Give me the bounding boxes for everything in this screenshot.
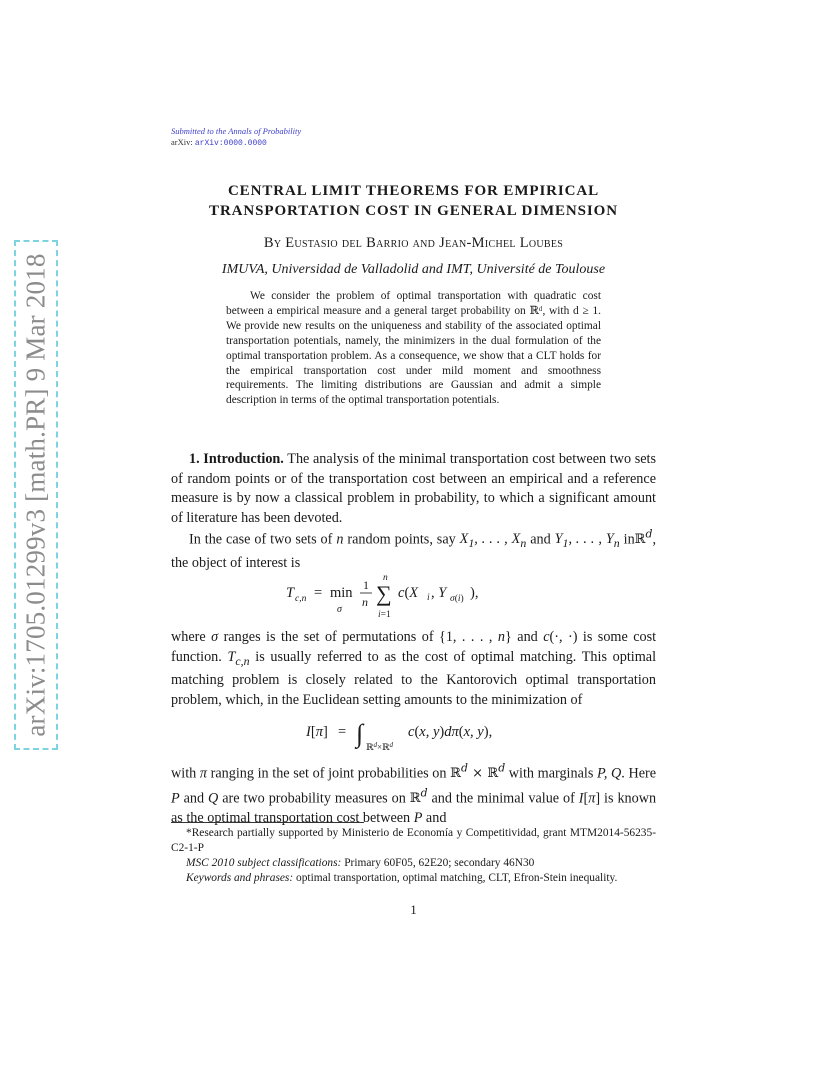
footnote-keywords bbox=[171, 871, 656, 886]
para4-text-i: and bbox=[425, 809, 447, 826]
footnote-msc bbox=[171, 856, 656, 871]
para4-text-d: . Here bbox=[621, 765, 657, 782]
msc-text: Primary 60F05, 62E20; secondary 46N30 bbox=[344, 857, 535, 869]
intro-paragraph-2 bbox=[171, 525, 656, 573]
footnote-research: *Research partially supported by Ministerio de Economía y Competitividad, grant MTM2014-56235-C2-1-P bbox=[171, 827, 656, 854]
intro-paragraph-4 bbox=[171, 759, 656, 828]
title-line-1: CENTRAL LIMIT THEOREMS FOR EMPIRICAL bbox=[227, 183, 600, 199]
page-number: 1 bbox=[410, 902, 417, 917]
math-tcn: $T_{c,n}$ bbox=[227, 648, 250, 668]
math-pq: P, Q bbox=[597, 765, 622, 782]
para2-text-d: in bbox=[623, 531, 635, 548]
para4-text-a: with bbox=[171, 765, 197, 782]
svg-text:),: ), bbox=[469, 585, 478, 601]
svg-text:c(X: c(X bbox=[397, 585, 418, 601]
arxiv-line bbox=[171, 137, 267, 148]
equation-matching-svg bbox=[284, 572, 544, 626]
para2-text-c: and bbox=[530, 531, 551, 548]
para3-text-c: and bbox=[517, 629, 538, 645]
paper-affiliation: IMUVA, Universidad de Valladolid and IMT, Université de Toulouse bbox=[221, 262, 606, 277]
svg-text:∑: ∑ bbox=[375, 581, 392, 606]
arxiv-stamp-text: arXiv:1705.01299v3 [math.PR] 9 Mar 2018 bbox=[20, 253, 51, 737]
arxiv-id-link[interactable]: arXiv:0000.0000 bbox=[194, 139, 267, 148]
intro-paragraph-1 bbox=[171, 450, 656, 528]
para3-text-d: is some cost function. bbox=[171, 629, 657, 665]
svg-text:i: i bbox=[426, 593, 430, 603]
math-rd-2: ℝ$^d$ bbox=[409, 786, 428, 807]
svg-text:I[π]: I[π] bbox=[305, 724, 328, 740]
para3-text-e: is usually referred to as the cost of optimal matching. This optimal matching problem is closely related to the Kantorovich optimal transportation problem, which, in the Euclidean setting amounts to the minimization of bbox=[171, 648, 657, 708]
svg-text:T: T bbox=[285, 585, 294, 601]
para2-text-e: , the object of interest is bbox=[171, 531, 657, 571]
svg-text:ℝd×ℝd: ℝ$^d$×ℝ$^d$ bbox=[365, 741, 393, 752]
math-set: {1, . . . , n} bbox=[439, 629, 512, 645]
equation-kantorovich-svg bbox=[304, 712, 524, 758]
keywords-label: Keywords and phrases: bbox=[186, 872, 294, 884]
math-p: P bbox=[171, 790, 180, 807]
footnote-rule bbox=[171, 822, 364, 823]
math-cost-args: (·, ·) bbox=[549, 629, 578, 645]
submitted-note[interactable]: Submitted to the Annals of Probability bbox=[171, 126, 302, 136]
intro-para1-text: The analysis of the minimal transportation cost between two sets of random points or of the transportation cost between an empirical and a reference measure is by now a classical problem in probability, to which a significant amount of literature has been devoted. bbox=[171, 451, 657, 526]
para4-text-c: with marginals bbox=[508, 765, 594, 782]
svg-text:=: = bbox=[313, 585, 322, 601]
para4-text-f: are two probability measures on bbox=[222, 790, 406, 807]
arxiv-prefix: arXiv: bbox=[171, 137, 193, 147]
svg-text:c,n: c,n bbox=[294, 594, 306, 604]
svg-text:min: min bbox=[329, 585, 353, 601]
para2-text-a: In the case of two sets of bbox=[189, 531, 333, 548]
paper-authors: By Eustasio del Barrio and Jean-Michel Loubes bbox=[263, 235, 564, 251]
svg-text:n: n bbox=[382, 573, 388, 583]
title-line-2: TRANSPORTATION COST IN GENERAL DIMENSION bbox=[209, 203, 618, 219]
svg-text:1: 1 bbox=[362, 578, 369, 592]
para4-text-g: and the minimal value of bbox=[431, 790, 575, 807]
math-x-sample: $X_1$, . . . , $X_n$ bbox=[459, 531, 527, 551]
equation-kantorovich bbox=[171, 712, 656, 763]
msc-label: MSC 2010 subject classifications: bbox=[186, 857, 342, 869]
math-sigma: σ bbox=[211, 629, 219, 645]
keywords-text: optimal transportation, optimal matching, CLT, Efron-Stein inequality. bbox=[296, 872, 618, 884]
math-pi: π bbox=[199, 765, 207, 782]
math-rd-product: ℝ$^d$ × ℝ$^d$ bbox=[450, 762, 506, 782]
arxiv-stamp bbox=[14, 240, 58, 750]
math-ipi: I[π] bbox=[578, 790, 601, 807]
para4-text-e: and bbox=[183, 790, 205, 807]
svg-text:σ: σ bbox=[336, 604, 342, 615]
math-p-2: P bbox=[413, 809, 423, 826]
abstract-text: We consider the problem of optimal transportation with quadratic cost between a empirical measure and a general target probability on ℝᵈ, with d ≥ 1. We provide new results on the uniqueness and stability of the associated optimal transportation potentials, namely, the minimizers in the dual formulation of the optimal transportation problem. As a consequence, we show that a CLT holds for the empirical transportation cost under mild moment and smoothness requirements. The limiting distributions are Gaussian and admit a simple description in terms of the optimal transportation potentials. bbox=[226, 290, 601, 407]
math-cost-fn: c bbox=[543, 629, 550, 645]
paper-title bbox=[171, 181, 656, 221]
para2-text-b: random points, say bbox=[347, 531, 456, 548]
intro-paragraph-3 bbox=[171, 628, 656, 710]
svg-text:σ(i): σ(i) bbox=[449, 594, 464, 604]
para4-text-h: is known as the optimal transportation cost between bbox=[171, 790, 657, 826]
math-rd: ℝ$^d$ bbox=[634, 528, 653, 548]
svg-text:n: n bbox=[361, 595, 368, 609]
math-n: n bbox=[336, 531, 344, 548]
svg-text:=: = bbox=[337, 724, 346, 740]
section-heading: 1. Introduction. bbox=[189, 451, 284, 467]
equation-matching-cost bbox=[171, 572, 656, 631]
svg-text:∫: ∫ bbox=[355, 719, 363, 748]
svg-text:c(x, y)dπ(x, y),: c(x, y)dπ(x, y), bbox=[407, 724, 492, 740]
para3-text-a: where bbox=[171, 629, 206, 645]
para3-text-b: ranges is the set of permutations of bbox=[223, 629, 434, 645]
para4-text-b: ranging in the set of joint probabilities on bbox=[210, 765, 447, 782]
math-q: Q bbox=[208, 790, 219, 807]
svg-text:, Y: , Y bbox=[430, 585, 446, 601]
svg-text:i=1: i=1 bbox=[377, 610, 391, 620]
math-y-sample: $Y_1$, . . . , $Y_n$ bbox=[554, 531, 620, 551]
